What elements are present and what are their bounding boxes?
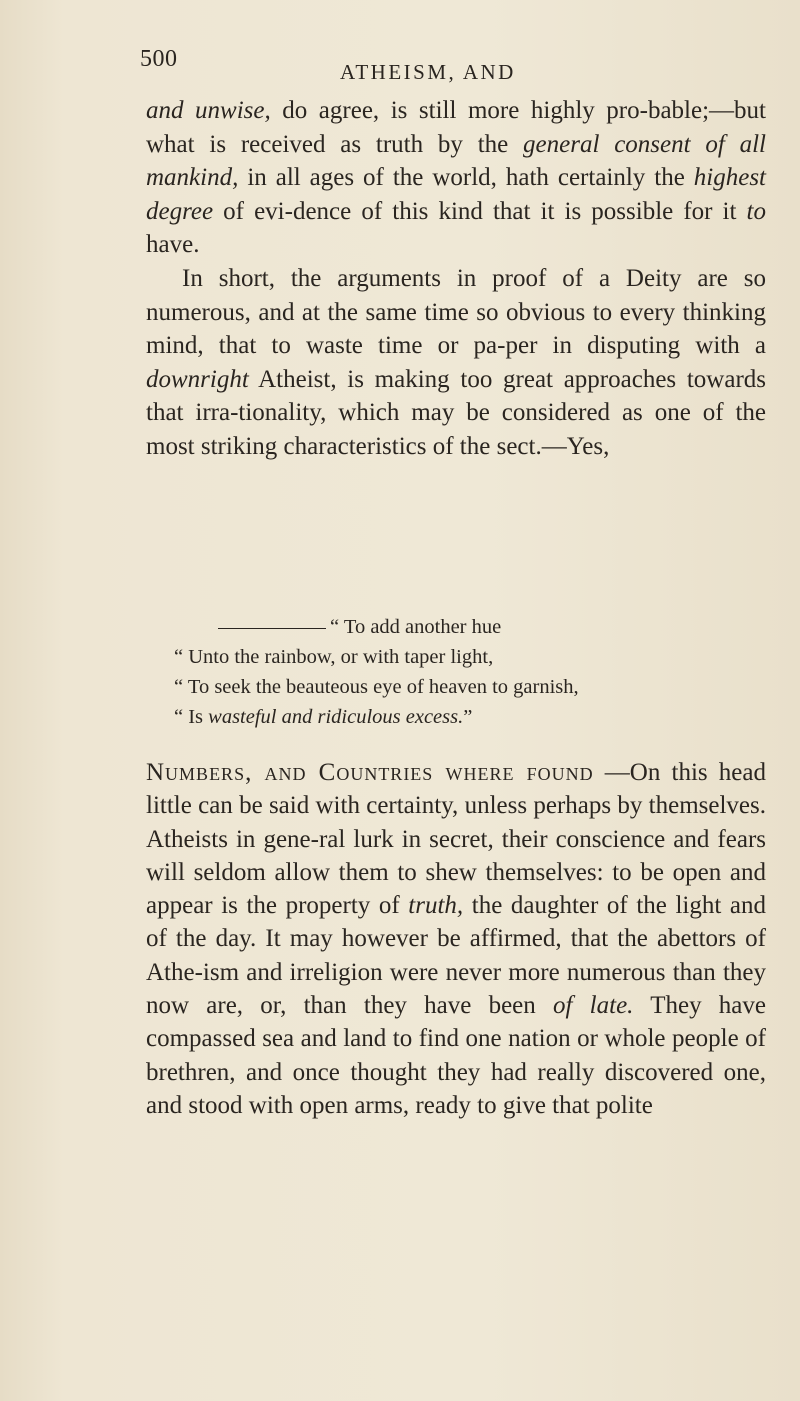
quote-dash-rule [218,628,326,629]
main-text [146,94,766,464]
paragraph-1-italic-4: to [746,197,766,225]
paragraph-2-italic-1: downright [146,365,249,393]
quote-line-2: “ Unto the rainbow, or with taper light, [174,646,494,668]
quote-line-4-open: “ Is [174,706,209,728]
quote-line-1-text: “ To add another hue [330,616,502,638]
paragraph-1-text-4: have. [146,231,200,259]
quote-line-1 [146,612,786,642]
paragraph-1-italic-3: highest degree [146,164,766,225]
quote-line-4-italic: wasteful and ridiculous excess. [208,706,464,728]
section-heading: Numbers, and Countries where found [146,759,594,786]
paragraph-1-text-2: in all ages of the world, hath certainly the [238,164,694,192]
paragraph-2-text-2: Atheist, is making too great approaches towards that irra-tionality, which may be considered as one of the most striking characteristics of the sect.—Yes, [146,365,766,460]
section-text-1: —On this head little can be said with certainty, unless perhaps by themselves. Atheists in gene-ral lurk in secret, their conscience and fears will seldom allow them to shew themselves: to be open and appear is the property of [146,759,766,920]
page-number: 500 [140,46,178,72]
paragraph-1-italic-1: and unwise, [146,97,271,124]
paragraph-1 [146,94,766,262]
section-paragraph [146,756,766,1122]
quote-line-4 [146,702,786,732]
paragraph-1-text-1: do agree, is still more highly pro-bable;—but what is received as truth by the [146,97,766,158]
verse-quotation [146,612,786,732]
section-italic-1: truth, [408,892,464,920]
running-head: ATHEISM, AND [340,60,516,84]
paragraph-2-text-1: In short, the arguments in proof of a Deity are so numerous, and at the same time so obvious to every thinking mind, that to waste time or pa-per in disputing with a [146,264,766,360]
paragraph-2 [146,262,766,464]
quote-line-4-close: ” [463,706,473,728]
paragraph-1-text-3: of evi-dence of this kind that it is possible for it [213,197,747,225]
section-numbers-and-countries [146,756,766,1122]
section-text-2: the daughter of the light and of the day. It may however be affirmed, that the abettors of Athe-ism and irreligion were never more numerous than they now are, or, than they have been [146,892,766,1020]
paragraph-1-italic-2: general consent of all mankind, [146,130,766,192]
section-text-3: They have compassed sea and land to find one nation or whole people of brethren, and once thought they had really discovered one, and stood with open arms, ready to give that polite [146,992,766,1119]
page-header [140,46,760,86]
section-italic-2: of late. [553,992,634,1020]
quote-line-3: “ To seek the beauteous eye of heaven to garnish, [174,676,579,698]
